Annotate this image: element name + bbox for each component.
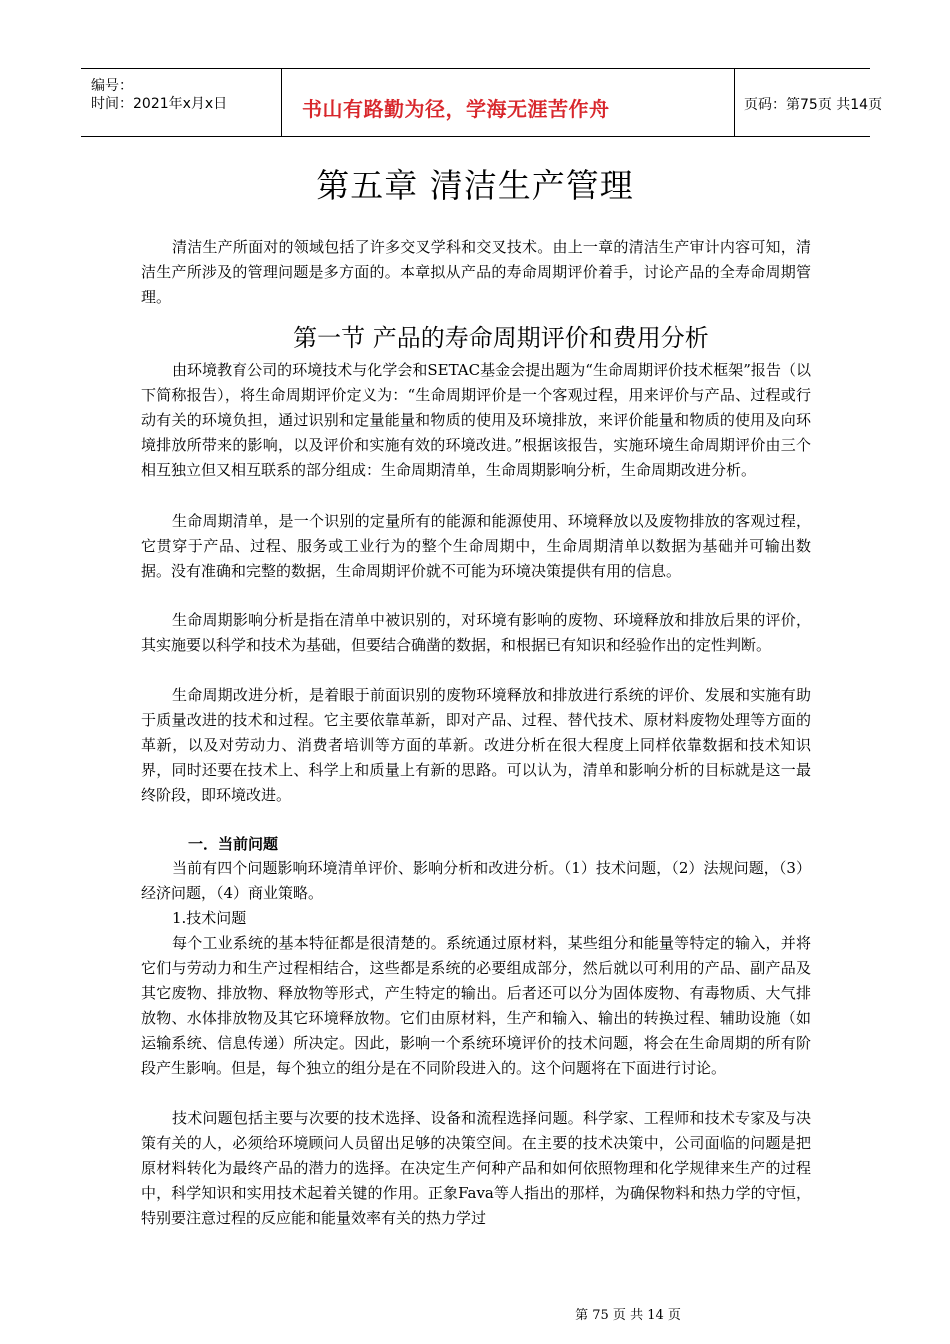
header-page-cell <box>734 69 883 136</box>
page-footer: 第 75 页 共 14 页 <box>575 1308 681 1323</box>
page-header <box>81 68 883 137</box>
problems-paragraph: 当前有四个问题影响环境清单评价、影响分析和改进分析。（1）技术问题，（2）法规问题，（3）经济问题，（4）商业策略。 <box>141 859 811 902</box>
intro-paragraph: 清洁生产所面对的领域包括了许多交叉学科和交叉技术。由上一章的清洁生产审计内容可知，清洁生产所涉及的管理问题是多方面的。本章拟从产品的寿命周期评价着手，讨论产品的全寿命周期管理。 <box>141 238 811 306</box>
body-paragraph: 生命周期清单，是一个识别的定量所有的能源和能源使用、环境释放以及废物排放的客观过程，它贯穿于产品、过程、服务或工业行为的整个生命周期中，生命周期清单以数据为基础并可输出数据。没有准确和完整的数据，生命周期评价就不可能为环境决策提供有用的信息。 <box>141 512 811 580</box>
motto-text: 书山有路勤为径，学海无涯苦作舟 <box>302 97 610 121</box>
tech-paragraph: 每个工业系统的基本特征都是很清楚的。系统通过原材料，某些组分和能量等特定的输入，并将它们与劳动力和生产过程相结合，这些都是系统的必要组成部分，然后就以可利用的产品、副产品及其它废物、排放物、释放物等形式，产生特定的输出。后者还可以分为固体废物、有毒物质、大气排放物、水体排放物及其它环境释放物。它们由原材料，生产和输入、输出的转换过程、辅助设施（如运输系统、信息传递）所决定。因此，影响一个系统环境评价的技术问题，将会在生命周期的所有阶段产生影响。但是，每个独立的组分是在不同阶段进入的。这个问题将在下面进行讨论。 <box>141 934 811 1077</box>
section-title: 第一节 产品的寿命周期评价和费用分析 <box>293 324 709 352</box>
number-label: 编号： <box>91 78 133 94</box>
item-title: 1.技术问题 <box>172 909 247 927</box>
tech-paragraph: 技术问题包括主要与次要的技术选择、设备和流程选择问题。科学家、工程师和技术专家及与决策有关的人，必须给环境顾问人员留出足够的决策空间。在主要的技术决策中，公司面临的问题是把原材料转化为最终产品的潜力的选择。在决定生产何种产品和如何依照物理和化学规律来生产的过程中，科学知识和实用技术起着关键的作用。正象Fava等人指出的那样，为确保物料和热力学的守恒，特别要注意过程的反应能和能量效率有关的热力学过 <box>141 1109 811 1227</box>
page-info: 页码：第75页 共14页 <box>744 97 883 113</box>
body-paragraph: 由环境教育公司的环境技术与化学会和SETAC基金会提出题为“生命周期评价技术框架”报告（以下简称报告），将生命周期评价定义为：“生命周期评价是一个客观过程，用来评价与产品、过程或行动有关的环境负担，通过识别和定量能量和物质的使用及环境排放，来评价能量和物质的使用及向环境排放所带来的影响，以及评价和实施有效的环境改进。”根据该报告，实施环境生命周期评价由三个相互独立但又相互联系的部分组成：生命周期清单，生命周期影响分析，生命周期改进分析。 <box>141 361 811 479</box>
header-motto-cell <box>281 69 735 136</box>
date-label: 时间：2021年x月x日 <box>91 96 228 112</box>
subsection-title: 一．当前问题 <box>188 835 279 853</box>
chapter-title: 第五章 清洁生产管理 <box>316 166 634 205</box>
body-paragraph: 生命周期改进分析，是着眼于前面识别的废物环境释放和排放进行系统的评价、发展和实施有助于质量改进的技术和过程。它主要依靠革新，即对产品、过程、替代技术、原材料废物处理等方面的革新，以及对劳动力、消费者培训等方面的革新。改进分析在很大程度上同样依靠数据和技术知识界，同时还要在技术上、科学上和质量上有新的思路。可以认为，清单和影响分析的目标就是这一最终阶段，即环境改进。 <box>141 686 811 804</box>
body-paragraph: 生命周期影响分析是指在清单中被识别的，对环境有影响的废物、环境释放和排放后果的评价，其实施要以科学和技术为基础，但要结合确凿的数据，和根据已有知识和经验作出的定性判断。 <box>141 611 811 654</box>
header-meta <box>81 69 281 136</box>
